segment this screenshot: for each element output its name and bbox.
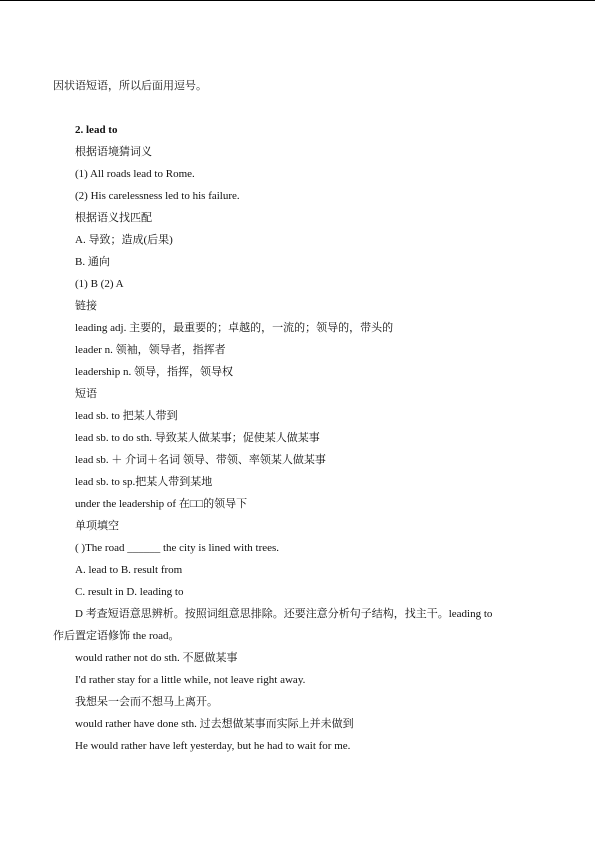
text-line: 单项填空 <box>75 520 119 532</box>
text-line: 根据语义找匹配 <box>75 212 152 224</box>
text-line: 根据语境猜词义 <box>75 146 152 158</box>
text-line: (1) B (2) A <box>75 278 124 290</box>
text-line: (2) His carelessness led to his failure. <box>75 190 240 202</box>
text-line: He would rather have left yesterday, but he had to wait for me. <box>75 740 351 752</box>
text-line: leading adj. 主要的，最重要的；卓越的，一流的；领导的，带头的 <box>75 322 394 334</box>
text-line: under the leadership of 在□□的领导下 <box>75 498 248 510</box>
text-line: lead sb. to sp.把某人带到某地 <box>75 476 213 488</box>
text-line: B. 通向 <box>75 256 110 268</box>
text-line: lead sb. to do sth. 导致某人做某事；促使某人做某事 <box>75 432 320 444</box>
text-line: 因状语短语，所以后面用逗号。 <box>53 80 207 92</box>
text-line: 链接 <box>75 300 97 312</box>
text-line: A. 导致；造成(后果) <box>75 234 173 246</box>
text-line: I'd rather stay for a little while, not leave right away. <box>75 674 306 686</box>
text-line: ( )The road ______ the city is lined with trees. <box>75 542 280 554</box>
text-line: 我想呆一会而不想马上离开。 <box>75 696 218 708</box>
text-line: would rather have done sth. 过去想做某事而实际上并未做到 <box>75 718 354 730</box>
text-line: 作后置定语修饰 the road。 <box>53 630 180 642</box>
text-line: leadership n. 领导，指挥，领导权 <box>75 366 233 378</box>
text-line: (1) All roads lead to Rome. <box>75 168 195 180</box>
text-line: A. lead to B. result from <box>75 564 183 576</box>
section-heading: 2. lead to <box>75 124 118 136</box>
text-line: 短语 <box>75 388 97 400</box>
text-line: D 考查短语意思辨析。按照词组意思排除。还要注意分析句子结构，找主干。leading to <box>75 608 493 620</box>
text-line: would rather not do sth. 不愿做某事 <box>75 652 238 664</box>
text-line: lead sb. ＋ 介词＋名词 领导、带领、率领某人做某事 <box>75 454 326 466</box>
text-line: lead sb. to 把某人带到 <box>75 410 178 422</box>
text-line: leader n. 领袖，领导者，指挥者 <box>75 344 226 356</box>
text-line: C. result in D. leading to <box>75 586 184 598</box>
